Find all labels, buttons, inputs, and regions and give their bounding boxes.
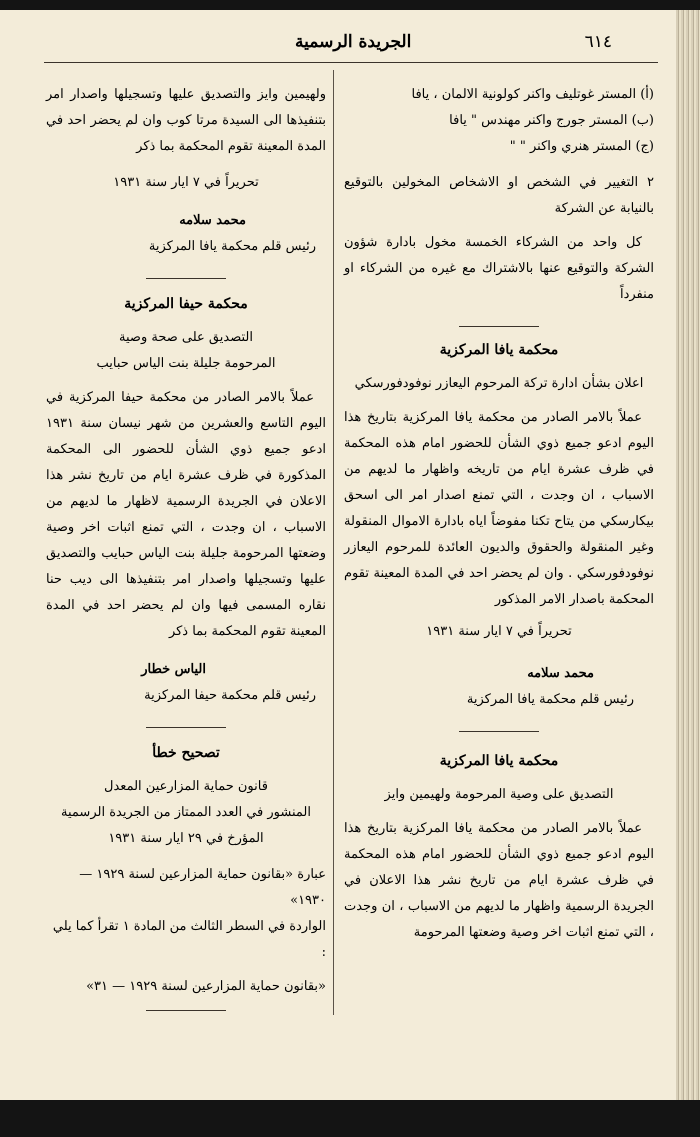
header-rule [44, 62, 658, 63]
correction-line: «بقانون حماية المزارعين لسنة ١٩٢٩ — ٣١» [86, 979, 326, 994]
signer-role: رئيس قلم محكمة يافا المركزية [148, 239, 316, 254]
correction-line: المؤرخ في ٢٩ ايار سنة ١٩٣١ [108, 831, 264, 846]
left-column [46, 82, 326, 1011]
signer-name: محمد سلامه [527, 666, 594, 681]
notice-body: عملاً بالامر الصادر من محكمة يافا المركزية بتاريخ هذا اليوم ادعو جميع ذوي الشأن للحضور امام هذه المحكمة في ظرف عشرة ايام من تاريخ نشر هذا الاعلان في الجريدة الرسمية واظهار ما لديهم من الاسباب ، ان وجدت ، التي تمنع اثبات اخر وصية وضعتها المرحومة [344, 821, 654, 940]
item-2: ٢ التغيير في الشخص او الاشخاص المخولين بالتوقيع بالنيابة عن الشركة [344, 175, 654, 216]
list-item: (أ) المستر غوتليف واكنر كولونية الالمان ، يافا [411, 87, 654, 102]
correction-heading: تصحيح خطأ [152, 745, 220, 761]
notice-date: تحريراً في ٧ ايار سنة ١٩٣١ [426, 624, 572, 639]
signer-role: رئيس قلم محكمة يافا المركزية [466, 692, 634, 707]
notice-body: عملاً بالامر الصادر من محكمة يافا المركزية بتاريخ هذا اليوم ادعو جميع ذوي الشأن للحضور امام هذه المحكمة في ظرف عشرة ايام من تاريخه واظهار ما لديهم من الاسباب ، ان وجدت ، التي تمنع اصدار امر الى اسحق بيكارسكي من يتاح تكنا مفوضاً اياه بادارة الاموال المنقولة وغير المنقولة والحقوق والديون العائدة للمرحوم اليعازر نوفودفورسكي . وان لم يحضر احد في المدة المعينة تقوم المحكمة باصدار الامر المذكور [344, 410, 654, 607]
right-column [344, 82, 654, 946]
section-separator [146, 278, 226, 279]
page-number: ٦١٤ [584, 32, 612, 52]
list-item: (ب) المستر جورج واكنر مهندس " يافا [449, 113, 654, 128]
signer-name: الياس خطار [141, 662, 206, 677]
notice-subheading: التصديق على صحة وصية [119, 330, 253, 345]
item-2-body: كل واحد من الشركاء الخمسة مخول بادارة شؤون الشركة والتوقيع عنها بالاشتراك مع غيره من الشركاء او منفرداً [344, 235, 654, 302]
page-stack-edge [676, 10, 700, 1100]
section-separator [459, 326, 539, 327]
notice-subheading: المرحومة جليلة بنت الياس حبايب [96, 356, 276, 371]
correction-line: عبارة «بقانون حماية المزارعين لسنة ١٩٢٩ — ١٩٣٠» [79, 867, 326, 908]
notice-subheading: التصديق على وصية المرحومة ولهيمين وايز [384, 787, 614, 802]
column-divider [333, 70, 334, 1015]
list-item: (ج) المستر هنري واكنر " " [509, 139, 654, 154]
page-header [0, 30, 660, 66]
signer-name: محمد سلامه [179, 213, 246, 228]
correction-line: الواردة في السطر الثالث من المادة ١ تقرأ كما يلي : [52, 919, 326, 960]
section-separator [459, 731, 539, 732]
notice-heading: محكمة يافا المركزية [439, 342, 559, 358]
section-separator [146, 1010, 226, 1011]
notice-body: عملاً بالامر الصادر من محكمة حيفا المركزية في اليوم التاسع والعشرين من شهر نيسان سنة ١٩٣١ ادعو جميع ذوي الشأن للحضور الى المحكمة المذكورة في ظرف عشرة ايام من تاريخ نشر هذا الاعلان في الجريدة الرسمية لاظهار ما لديهم من الاسباب ، ان وجدت ، التي تمنع اثبات اخر وصية وضعتها المرحومة جليلة بنت الياس حبايب والتصديق عليها وتسجيلها واصدار امر بتنفيذها الى ديب حنا نقاره المسمى فيها وان لم يحضر احد في المدة المعينة تقوم المحكمة بما ذكر [46, 390, 326, 639]
continuation-text: ولهيمين وايز والتصديق عليها وتسجيلها واصدار امر بتنفيذها الى السيدة مرتا كوب وان لم يحضر احد في المدة المعينة تقوم المحكمة بما ذكر [46, 87, 326, 154]
notice-heading: محكمة يافا المركزية [439, 753, 559, 769]
notice-heading: محكمة حيفا المركزية [124, 296, 248, 312]
correction-line: المنشور في العدد الممتاز من الجريدة الرسمية [61, 805, 311, 820]
signer-role: رئيس قلم محكمة حيفا المركزية [144, 688, 316, 703]
notice-date: تحريراً في ٧ ايار سنة ١٩٣١ [113, 175, 259, 190]
correction-line: قانون حماية المزارعين المعدل [104, 779, 268, 794]
section-separator [146, 727, 226, 728]
gazette-title: الجريدة الرسمية [295, 32, 412, 52]
notice-subheading: اعلان بشأن ادارة تركة المرحوم اليعازر نوفودفورسكي [354, 376, 644, 391]
